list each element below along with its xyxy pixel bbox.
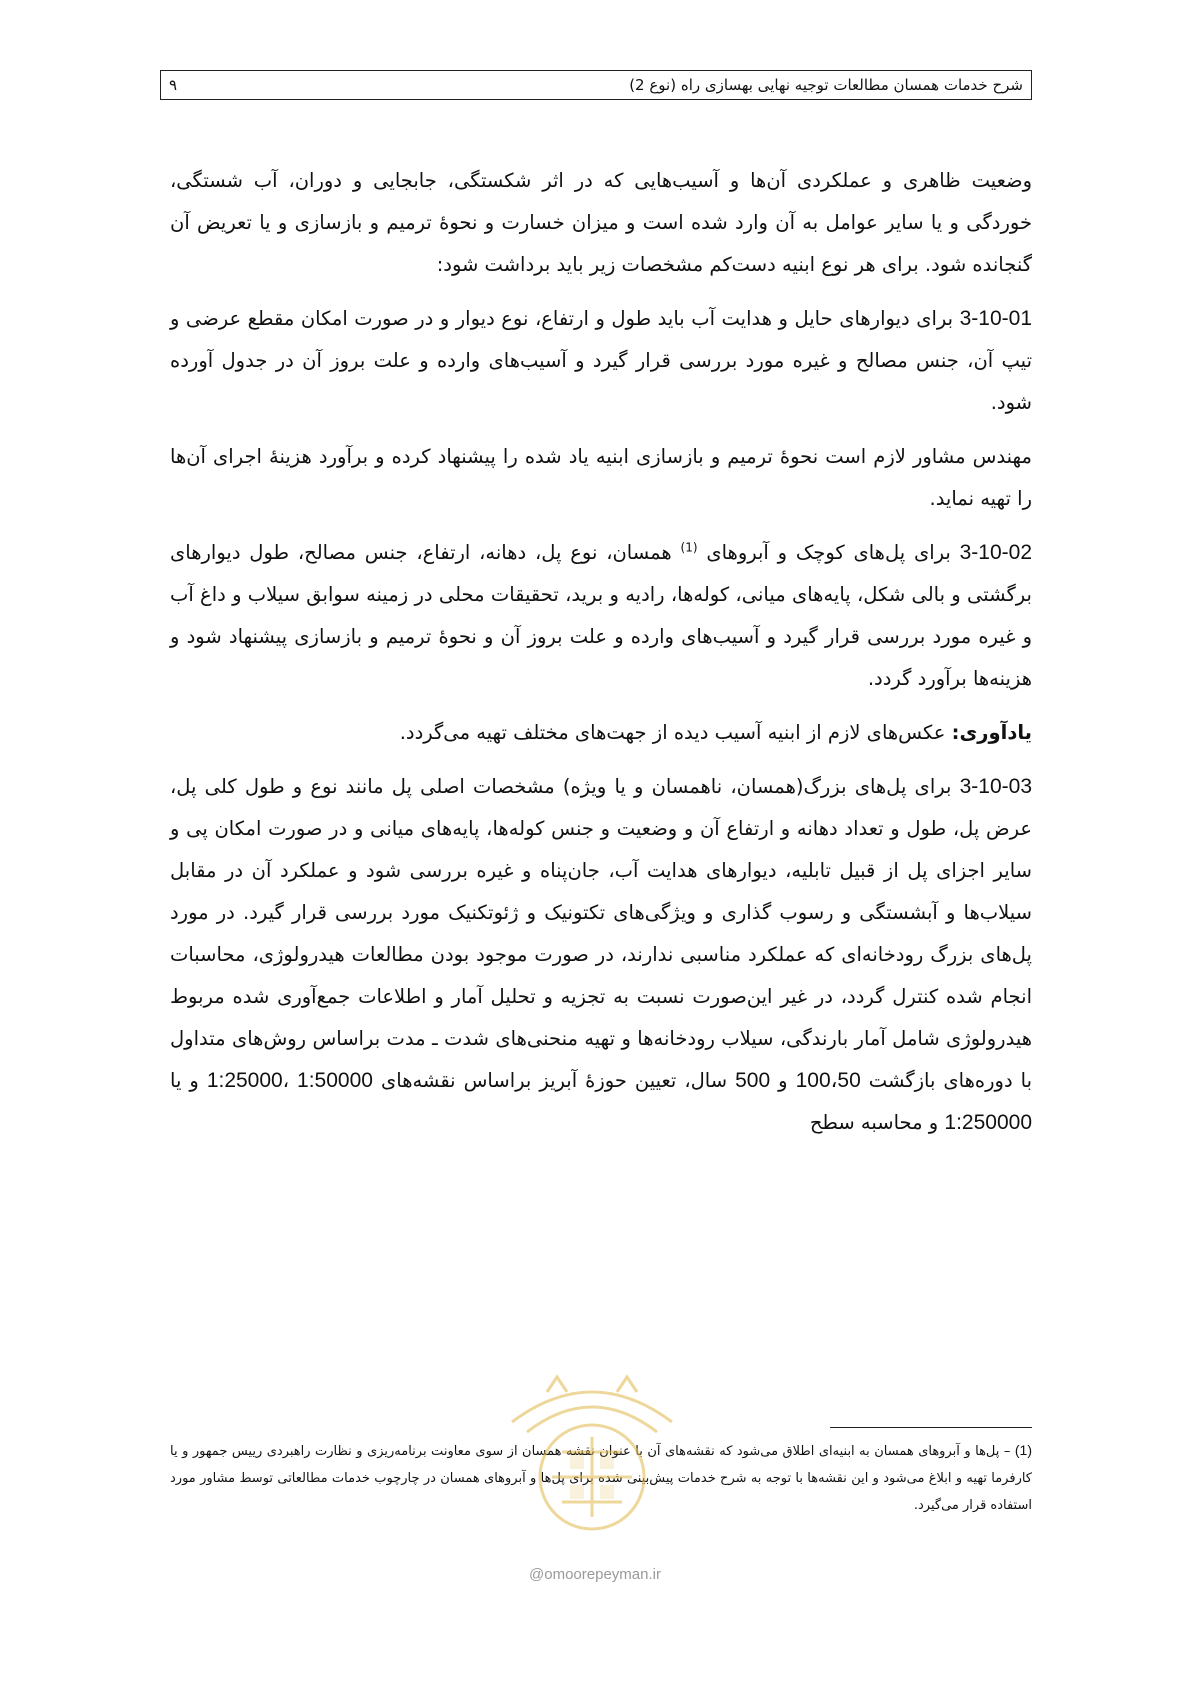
header-title: شرح خدمات همسان مطالعات توجیه نهایی بهسازی راه (نوع 2) <box>629 76 1023 94</box>
section-number: 3-10-01 <box>959 307 1033 330</box>
section-3-10-03 <box>170 766 1032 1144</box>
section-text: برای پل‌های بزرگ(همسان، ناهمسان و یا ویژه) مشخصات اصلی پل مانند نوع و طول کلی پل، عرض پل، طول و تعداد دهانه و ارتفاع آن و وضعیت و جنس کوله‌ها، پایه‌های میانی و در صورت امکان پی و سایر اجزای پل از قبیل تابلیه، دیوارهای هدایت آب، جان‌پناه و غیره بررسی شود و عملکرد آن در مقابل سیلاب‌ها و آبشستگی و رسوب گذاری و ویژگی‌های تکتونیک و ژئوتکنیک مورد بررسی قرار گیرد. در مورد پل‌های بزرگ رودخانه‌ای که عملکرد مناسبی ندارند، در صورت موجود بودن مطالعات هیدرولوژی، محاسبات انجام شده کنترل گردد، در غیر این‌صورت نسبت به تجزیه و تحلیل آمار و اطلاعات جمع‌آوری شده مربوط هیدرولوژی شامل آمار بارندگی، سیلاب رودخانه‌ها و تهیه منحنی‌های شدت ـ مدت براساس روش‌های متداول با دوره‌های بازگشت <box>170 775 1033 1092</box>
section-number: 3-10-02 <box>959 541 1033 564</box>
note-text: عکس‌های لازم از ابنیه آسیب دیده از جهت‌های مختلف تهیه می‌گردد. <box>399 721 946 744</box>
paragraph-intro: وضعیت ظاهری و عملکردی آن‌ها و آسیب‌هایی که در اثر شکستگی، جابجایی و دوران، آب شستگی، خوردگی و یا سایر عوامل به آن وارد شده است و میزان خسارت و نحوهٔ ترمیم و بازسازی و یا تعریض آن گنجانده شود. برای هر نوع ابنیه دست‌کم مشخصات زیر باید برداشت شود: <box>170 169 1032 276</box>
watermark-site: @omoorepeyman.ir <box>529 1566 661 1583</box>
page-number: ۹ <box>169 76 178 94</box>
section-text: ، <box>282 1069 290 1092</box>
page-header <box>160 70 1032 100</box>
section-text: و یا <box>170 1069 199 1092</box>
map-scale: 1:25000 <box>206 1069 283 1092</box>
map-scale: 1:250000 <box>944 1111 1032 1134</box>
section-text: سال، تعیین حوزهٔ آبریز براساس نقشه‌های <box>380 1069 728 1092</box>
footnote-ref: (1) <box>680 540 698 555</box>
map-scale: 1:50000 <box>297 1069 373 1092</box>
section-text: همسان، نوع پل، دهانه، ارتفاع، جنس مصالح، طول دیوارهای برگشتی و بالی شکل، پایه‌های میانی، کوله‌ها، رادیه و برید، تحقیقات محلی در زمینه سوابق سیلاب و داغ آب و غیره مورد بررسی قرار گیرد و آسیب‌های وارده و علت بروز آن و نحوهٔ ترمیم و بازسازی پیشنهاد شود و هزینه‌ها برآورد گردد. <box>170 541 1032 690</box>
watermark-logo-icon <box>492 1352 692 1542</box>
footnote-text: – پل‌ها و آبروهای همسان به ابنیه‌ای اطلاق می‌شود که نقشه‌های آن با عنوان نقشه همسان از سوی معاونت برنامه‌ریزی و نظارت راهبردی رییس جمهور و یا کارفرما تهیه و ابلاغ می‌شود و این نقشه‌ها با توجه به شرح خدمات پیش‌بینی شده برای پل‌ها و آبروهای همسان در چارچوب خدمات مطالعاتی توسط مشاور مورد استفاده قرار می‌گیرد. <box>170 1444 1032 1513</box>
return-periods: 100،50 <box>795 1069 861 1092</box>
section-text: و <box>778 1069 788 1092</box>
return-period: 500 <box>735 1069 771 1092</box>
section-text: و محاسبه سطح <box>809 1111 939 1134</box>
section-number: 3-10-03 <box>959 775 1032 798</box>
paragraph-consultant: مهندس مشاور لازم است نحوهٔ ترمیم و بازسازی ابنیه یاد شده را پیشنهاد کرده و برآورد هزینهٔ اجرای آن‌ها را تهیه نماید. <box>170 445 1032 510</box>
section-3-10-01 <box>170 298 1032 424</box>
section-text: برای پل‌های کوچک و آبروهای <box>706 541 951 564</box>
document-body <box>170 160 1032 1156</box>
footnote-divider <box>830 1427 1032 1428</box>
footnote-marker: (1) <box>1014 1442 1033 1458</box>
note-paragraph <box>170 712 1032 754</box>
section-3-10-02 <box>170 532 1032 700</box>
note-label: یادآوری: <box>951 721 1032 744</box>
section-text: برای دیوارهای حایل و هدایت آب باید طول و ارتفاع، نوع دیوار و در صورت امکان مقطع عرضی و تیپ آن، جنس مصالح و غیره مورد بررسی قرار گیرد و آسیب‌های وارده و علت بروز آن در جدول آورده شود. <box>170 307 1032 414</box>
